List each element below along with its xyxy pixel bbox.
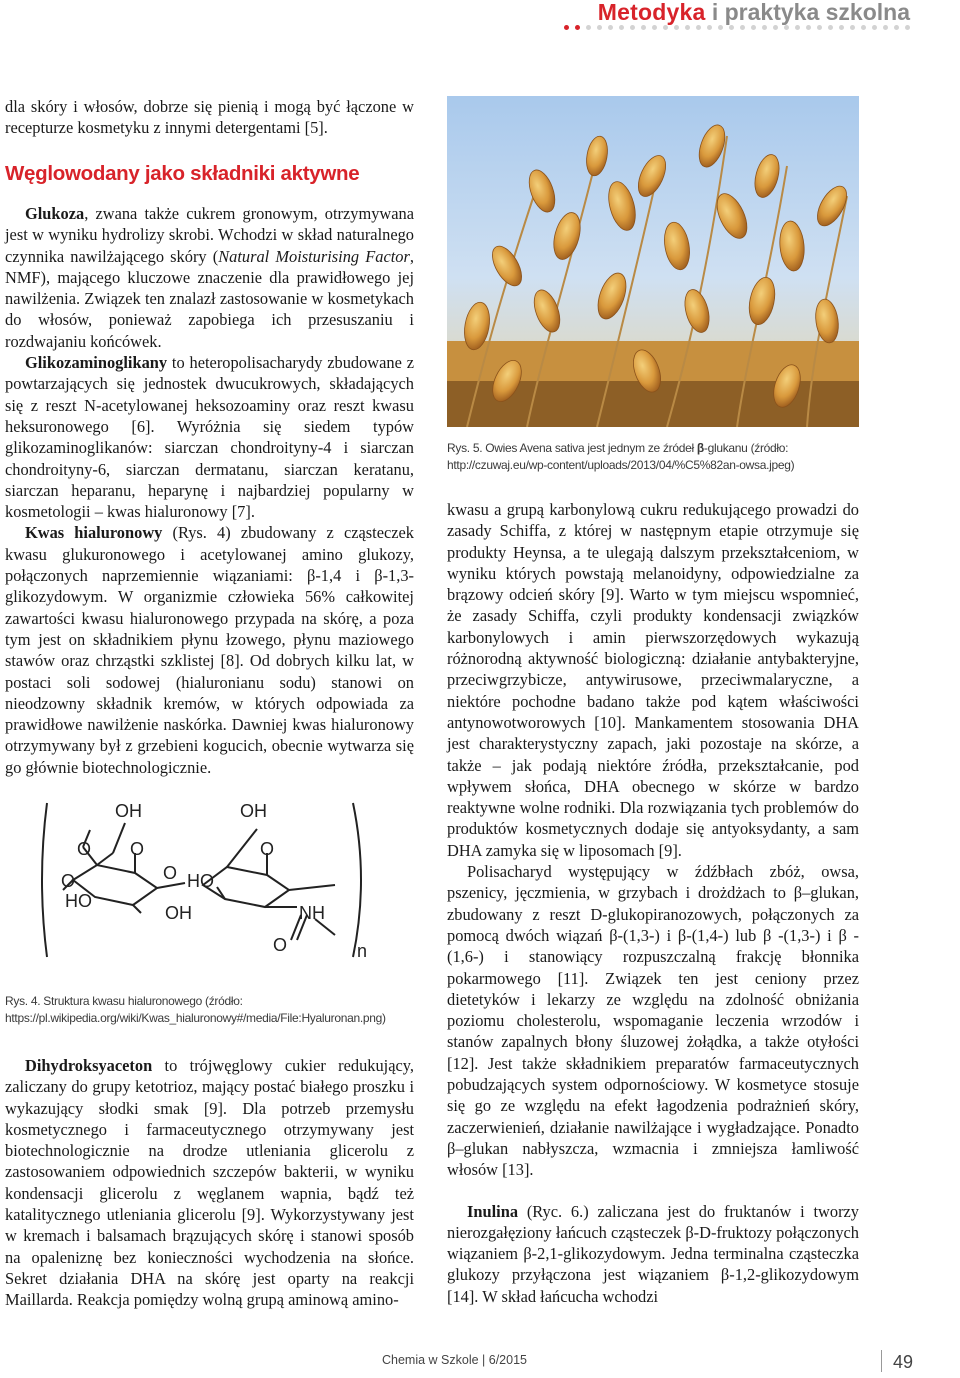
term-inulina: Inulina <box>467 1201 519 1221</box>
label-o-6: O <box>273 935 288 955</box>
term-glukoza: Glukoza <box>25 204 85 223</box>
header-part2: i praktyka szkolna <box>705 0 910 25</box>
page-number: 49 <box>893 1352 914 1372</box>
left-column-body <box>5 203 414 778</box>
header-dot-rule <box>564 25 910 33</box>
label-n: n <box>357 941 368 961</box>
section-heading: Węglowodany jako składniki aktywne <box>5 162 360 185</box>
figure-4-caption: Rys. 4. Struktura kwasu hialuronowego (źródło: https://pl.wikipedia.org/wiki/Kwas_hialuronowy#/media/File:Hyaluronan.png) <box>5 994 386 1025</box>
running-header <box>564 0 910 33</box>
label-nh: NH <box>299 903 325 923</box>
paragraph-inulina: Inulina (Ryc. 6.) zaliczana jest do fruktanów i tworzy nierozgałęziony łańcuch cząsteczek β-D-fruktozy połączonych wiązaniem β-2,1-glikozydowym. Jedna terminalna cząsteczka glukozy przyłączona jest wiązaniem β-1,2-glikozydowym [14]. W skład łańcucha wchodzi <box>447 1201 859 1306</box>
paragraph-beta-glukan: Polisacharyd występujący w źdźbłach zbóż, owsa, pszenicy, jęczmienia, w grzybach i drożdżach to β–glukan, zbudowany z reszt D-glukopiranozowych, połączonych za pomocą dwóch wiązań β-(1,3-) i β-(1,4-) lub β -(1,3-) i β -(1,6-) i stanowiący rozpuszczalną frakcję błonnika pokarmowego [11]. Związek ten jest ceniony przez dietetyków i lekarzy ze względu na zdolność obniżania poziomu cholesterolu, wspomaganie leczenia wrzodów i stanów zapalnych błony śluzowej żołądka, a także otyłości [12]. Jest także składnikiem preparatów farmaceutycznych pobudzających system odpornościowy. W kosmetyce stosuje się go ze względu na efekt łagodzenia podrażnień skóry, zaczerwienień, działanie nawilżające i wygładzające. Ponadto β–glukan nabłyszcza, wzmacnia i zmniejsza łamliwość włosów [13]. <box>447 862 859 1180</box>
paragraph-continuation: dla skóry i włosów, dobrze się pienią i mogą być łączone w recepturze kosmetyku z innymi detergentami [5]. <box>5 97 414 138</box>
label-o-4: O <box>61 871 76 891</box>
paragraph-glikozaminoglikany: Glikozaminoglikany to heteropolisacharydy zbudowane z powtarzających się jednostek dwucukrowych, składających się z reszt N-acetylowanej heksozoaminy oraz reszt kwasu heksuronowego [6]. Wyróżnia się siedem typów glikozaminoglikanów: siarczan chondroityny-4 i siarczan chondroityny-6, siarczan dermatanu, siarczan keratanu, siarczan heparanu, heparynę i najbardziej popularny w kosmetologii – kwas hialuronowy [7]. <box>5 353 414 522</box>
paragraph-glukoza: Glukoza, zwana także cukrem gronowym, otrzymywana jest w wyniku hydrolizy skrobi. Wchodzi w skład naturalnego czynnika nawilżającego skóry (Natural Moisturising Factor, NMF), mającego kluczowe znaczenie dla prawidłowego jej nawilżenia. Związek ten znalazł zastosowanie w kosmetykach do włosów, ponieważ zapobiega ich przesuszaniu i rozdwajaniu końcówek. <box>5 204 414 351</box>
label-oh-1: OH <box>115 801 142 821</box>
figure-5-caption: Rys. 5. Owies Avena sativa jest jednym ze źródeł β-glukanu (źródło: http://czuwaj.eu/wp-content/uploads/2013/04/%C5%82an-owsa.jpeg) <box>447 441 795 472</box>
label-o-3: O <box>260 839 275 859</box>
hyaluronan-structure <box>35 795 420 965</box>
term-nmf: Natural Moisturising Factor <box>218 246 410 266</box>
oat-photo <box>447 96 859 427</box>
label-o-5: O <box>163 863 178 883</box>
section-title <box>564 0 910 26</box>
term-dihydroksyaceton: Dihydroksyaceton <box>25 1056 153 1075</box>
label-oh-3: OH <box>165 903 192 923</box>
paragraph-dihydroksyaceton: Dihydroksyaceton to trójwęglowy cukier redukujący, zaliczany do grupy ketotrioz, mający postać białego proszku i wykazujący słodki smak [9]. Dla potrzeb przemysłu kosmetycznego i farmaceutycznego otrzymywany jest biotechnologicznie na drodze utleniania glicerolu z zastosowaniem odpowiednich szczepów bakterii, w wyniku kondensacji glicerolu z węglanem wapnia, bądź też katalitycznego utleniania glicerolu [9]. Wykorzystywany jest w kremach i balsamach brązujących skórę i stanowi sposób na opaleniznę bez konieczności wychodzenia na słońce. Sekret działania DHA na skórę jest oparty na reakcji Maillarda. Reakcja pomiędzy wolną grupą aminową amino- <box>5 1056 414 1310</box>
header-part1: Metodyka <box>597 0 706 25</box>
left-column <box>5 96 414 139</box>
paragraph-dha-continued: kwasu a grupą karbonylową cukru redukującego prowadzi do zasady Schiffa, z której w następnym etapie otrzymuje się produkty Heynsa, a te ulegają dalszym przekształceniom, w wyniku których powstają melanoidyny, odpowiedzialne za brązowy odcień skóry [9]. Warto w tym miejscu wspomnieć, że zasady Schiffa, czyli produkty kondensacji związków karbonylowych i amin pierwszorzędowych wykazują różnorodną aktywność biologiczną: działanie antybakteryjne, przeciwgrzybicze, antywirusowe, przeciwmalaryczne, a niektóre pochodne badano także pod kątem właściwości antynowotworowych [10]. Mankamentem stosowania DHA jest charakterystyczny zapach, jaki pozostaje na skórze, a także – jak podają niektóre źródła, przekształcanie, pod wpływem słońca, DHA obecnego w skórze w bardzo reaktywne wolne rodniki. Dla rozwiązania tych problemów do produktów kosmetycznych dodaje się antyoksydanty, a sam DHA zamyka się w liposomach [9]. <box>447 500 859 860</box>
left-column-bottom <box>5 1055 414 1311</box>
label-oh-2: OH <box>240 801 267 821</box>
term-glikozaminoglikany: Glikozaminoglikany <box>25 353 168 373</box>
footer-journal: Chemia w Szkole | 6/2015 <box>382 1353 527 1367</box>
label-o-2: O <box>130 839 145 859</box>
label-o-1: O <box>77 839 92 859</box>
label-ho-2: HO <box>65 891 92 911</box>
footer-divider <box>881 1350 882 1372</box>
paragraph-kwas-hialuronowy: Kwas hialuronowy (Rys. 4) zbudowany z cząsteczek kwasu glukuronowego i acetylowanej amino glukozy, połączonych naprzemiennie wiązaniami: β-1,4 i β-1,3-glikozydowym. W organizmie człowieka 56% całkowitej zawartości kwasu hialuronowego przypada na skórę, a poza tym jest on składnikiem płynu łzowego, płynu maziowego stawów oraz chrząstki szklistej [8]. Od dobrych kilku lat, w postaci soli sodowej (hialuronianu sodu) stanowi on nieodzowny składnik kremów, w których odpowiada za prawidłowe nawilżenie naskórka. Dawniej kwas hialuronowy otrzymywany był z grzebieni kogucich, obecnie wytwarza się go głównie biotechnologicznie. <box>5 523 415 777</box>
term-kwas-hialuronowy: Kwas hialuronowy <box>25 523 163 543</box>
right-column <box>447 499 859 1307</box>
label-ho-1: HO <box>187 871 214 891</box>
